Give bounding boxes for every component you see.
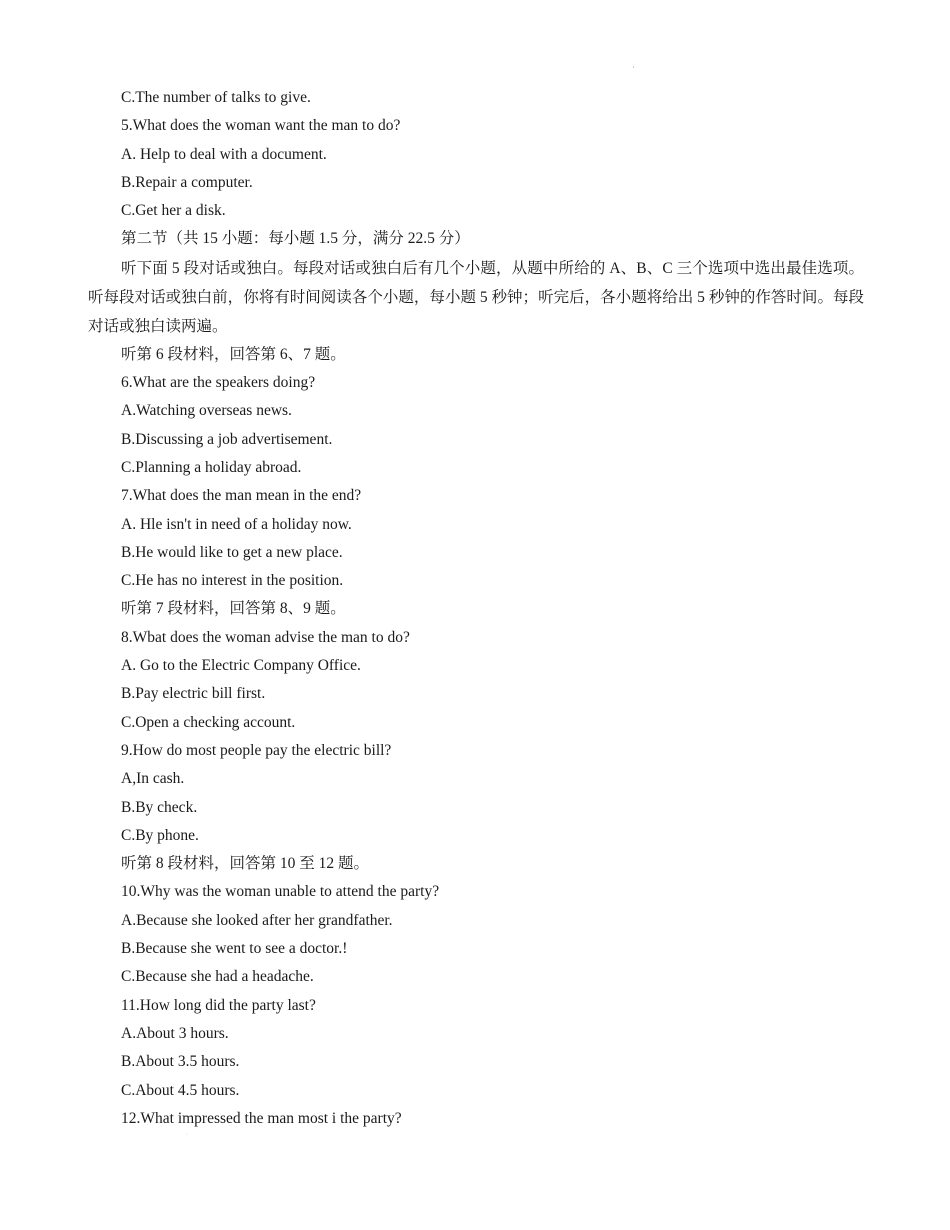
question-line: 10.Why was the woman unable to attend the party?	[121, 883, 440, 901]
page-mark: ·	[186, 1132, 188, 1138]
option-line: A.About 3 hours.	[121, 1024, 229, 1042]
option-line: B.Pay electric bill first.	[121, 685, 266, 703]
passage-heading: 听第 6 段材料，回答第 6、7 题。	[121, 345, 346, 363]
option-line: C.Get her a disk.	[121, 202, 226, 220]
option-line: C.Open a checking account.	[121, 713, 296, 731]
page-mark: ·	[632, 62, 635, 72]
document-body	[88, 84, 864, 1133]
section-instructions: 听下面 5 段对话或独白。每段对话或独白后有几个小题，从题中所给的 A、B、C 三个选项中选出最佳选项。听每段对话或独白前，你将有时间阅读各个小题，每小题 5 秒钟；听完后，各小题将给出 5 秒钟的作答时间。每段对话或独白读两遍。	[88, 259, 864, 335]
option-line: A. Go to the Electric Company Office.	[121, 657, 361, 675]
option-line: C.About 4.5 hours.	[121, 1081, 240, 1099]
option-line: A.Watching overseas news.	[121, 402, 292, 420]
question-line: 9.How do most people pay the electric bill?	[121, 741, 392, 759]
option-line: B.About 3.5 hours.	[121, 1053, 240, 1071]
option-line: C.He has no interest in the position.	[121, 572, 344, 590]
option-line: C.Because she had a headache.	[121, 968, 314, 986]
option-line: B.Repair a computer.	[121, 173, 253, 191]
question-line: 7.What does the man mean in the end?	[121, 487, 362, 505]
section-heading: 第二节（共 15 小题：每小题 1.5 分，满分 22.5 分）	[121, 230, 470, 248]
question-line: 5.What does the woman want the man to do?	[121, 117, 401, 135]
passage-heading: 听第 8 段材料，回答第 10 至 12 题。	[121, 855, 370, 873]
option-line: C.By phone.	[121, 826, 199, 844]
question-line: 12.What impressed the man most i the party?	[121, 1109, 402, 1127]
option-line: A. Hle isn't in need of a holiday now.	[121, 515, 352, 533]
option-line: B.He would like to get a new place.	[121, 543, 343, 561]
option-line: C.Planning a holiday abroad.	[121, 458, 302, 476]
option-line: A. Help to deal with a document.	[121, 145, 327, 163]
option-line: B.Because she went to see a doctor.!	[121, 940, 348, 958]
lines-top	[88, 84, 864, 254]
question-line: 11.How long did the party last?	[121, 996, 316, 1014]
option-line: B.Discussing a job advertisement.	[121, 430, 333, 448]
option-line: B.By check.	[121, 798, 198, 816]
option-line: A.Because she looked after her grandfather.	[121, 911, 393, 929]
lines-bottom	[88, 341, 864, 1133]
question-line: 8.Wbat does the woman advise the man to do?	[121, 628, 410, 646]
option-line: C.The number of talks to give.	[121, 89, 311, 106]
option-line: A,In cash.	[121, 770, 185, 788]
passage-heading: 听第 7 段材料，回答第 8、9 题。	[121, 600, 346, 618]
question-line: 6.What are the speakers doing?	[121, 374, 316, 392]
